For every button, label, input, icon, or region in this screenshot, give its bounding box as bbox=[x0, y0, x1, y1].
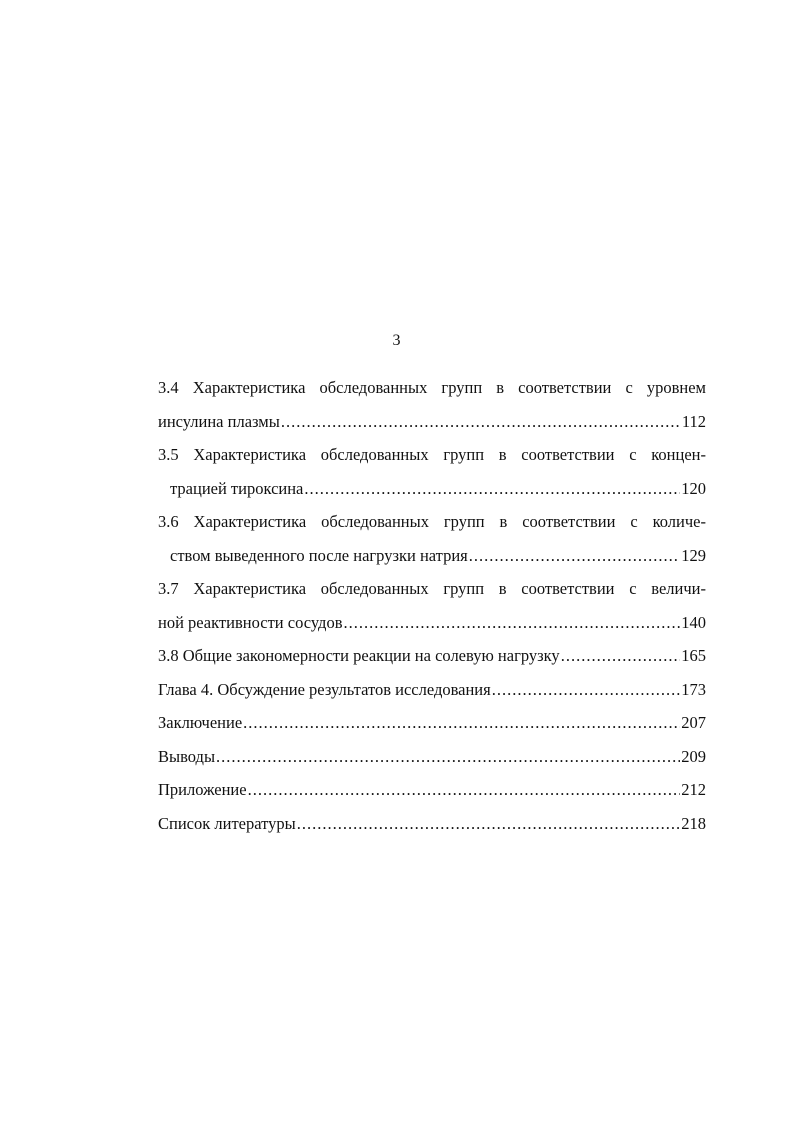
toc-entry-findings bbox=[158, 747, 706, 781]
toc-page-number: 212 bbox=[681, 780, 706, 799]
dot-leader bbox=[343, 613, 680, 633]
toc-entry-3-6-line1 bbox=[158, 512, 706, 546]
dot-leader bbox=[243, 713, 680, 733]
toc-entry-3-8 bbox=[158, 646, 706, 680]
toc-entry-title: Глава 4. Обсуждение результатов исследования bbox=[158, 679, 491, 699]
page-number: 3 bbox=[392, 332, 401, 349]
toc-entry-conclusion bbox=[158, 713, 706, 747]
toc-entry-title: 3.5 Характеристика обследованных групп в соответствии с концен- bbox=[158, 445, 706, 464]
dot-leader bbox=[281, 412, 681, 432]
toc-page-number: 140 bbox=[681, 612, 706, 632]
toc-entry-title: 3.8 Общие закономерности реакции на солевую нагрузку bbox=[158, 646, 560, 665]
toc-entry-title: 3.7 Характеристика обследованных групп в соответствии с величи- bbox=[158, 579, 706, 598]
dot-leader bbox=[248, 780, 681, 800]
toc-entry-3-5-line2 bbox=[158, 479, 706, 513]
dot-leader bbox=[216, 747, 680, 767]
toc-entry-3-7-line1 bbox=[158, 579, 706, 613]
toc-entry-title: ной реактивности сосудов bbox=[158, 612, 343, 632]
toc-entry-title: Заключение bbox=[158, 713, 243, 732]
toc-entry-3-5-line1 bbox=[158, 445, 706, 479]
toc-entry-3-6-line2 bbox=[158, 546, 706, 580]
toc-entry-title: ством выведенного после нагрузки натрия bbox=[170, 545, 468, 565]
toc-entry-title: 3.6 Характеристика обследованных групп в соответствии с количе- bbox=[158, 512, 706, 531]
toc-page-number: 120 bbox=[681, 478, 706, 498]
table-of-contents bbox=[158, 378, 706, 847]
toc-page-number: 207 bbox=[681, 713, 706, 732]
toc-page-number: 218 bbox=[681, 813, 706, 833]
toc-page-number: 209 bbox=[681, 746, 706, 766]
dot-leader bbox=[561, 646, 681, 666]
toc-entry-title: Список литературы bbox=[158, 813, 296, 833]
dot-leader bbox=[469, 546, 681, 566]
toc-entry-title: Выводы bbox=[158, 746, 216, 766]
toc-entry-3-4-line1 bbox=[158, 378, 706, 412]
dot-leader bbox=[297, 814, 681, 834]
toc-page-number: 129 bbox=[681, 545, 706, 565]
toc-entry-appendix bbox=[158, 780, 706, 814]
dot-leader bbox=[492, 680, 681, 700]
toc-entry-title: Приложение bbox=[158, 780, 247, 799]
toc-entry-chapter-4 bbox=[158, 680, 706, 714]
toc-entry-references bbox=[158, 814, 706, 848]
toc-entry-title: 3.4 Характеристика обследованных групп в соответствии с уровнем bbox=[158, 378, 706, 397]
toc-page-number: 112 bbox=[681, 411, 706, 431]
toc-entry-3-4-line2 bbox=[158, 412, 706, 446]
toc-page-number: 165 bbox=[681, 646, 706, 665]
toc-page-number: 173 bbox=[681, 679, 706, 699]
toc-entry-3-7-line2 bbox=[158, 613, 706, 647]
toc-entry-title: трацией тироксина bbox=[170, 478, 304, 498]
dot-leader bbox=[304, 479, 680, 499]
toc-entry-title: инсулина плазмы bbox=[158, 411, 280, 431]
